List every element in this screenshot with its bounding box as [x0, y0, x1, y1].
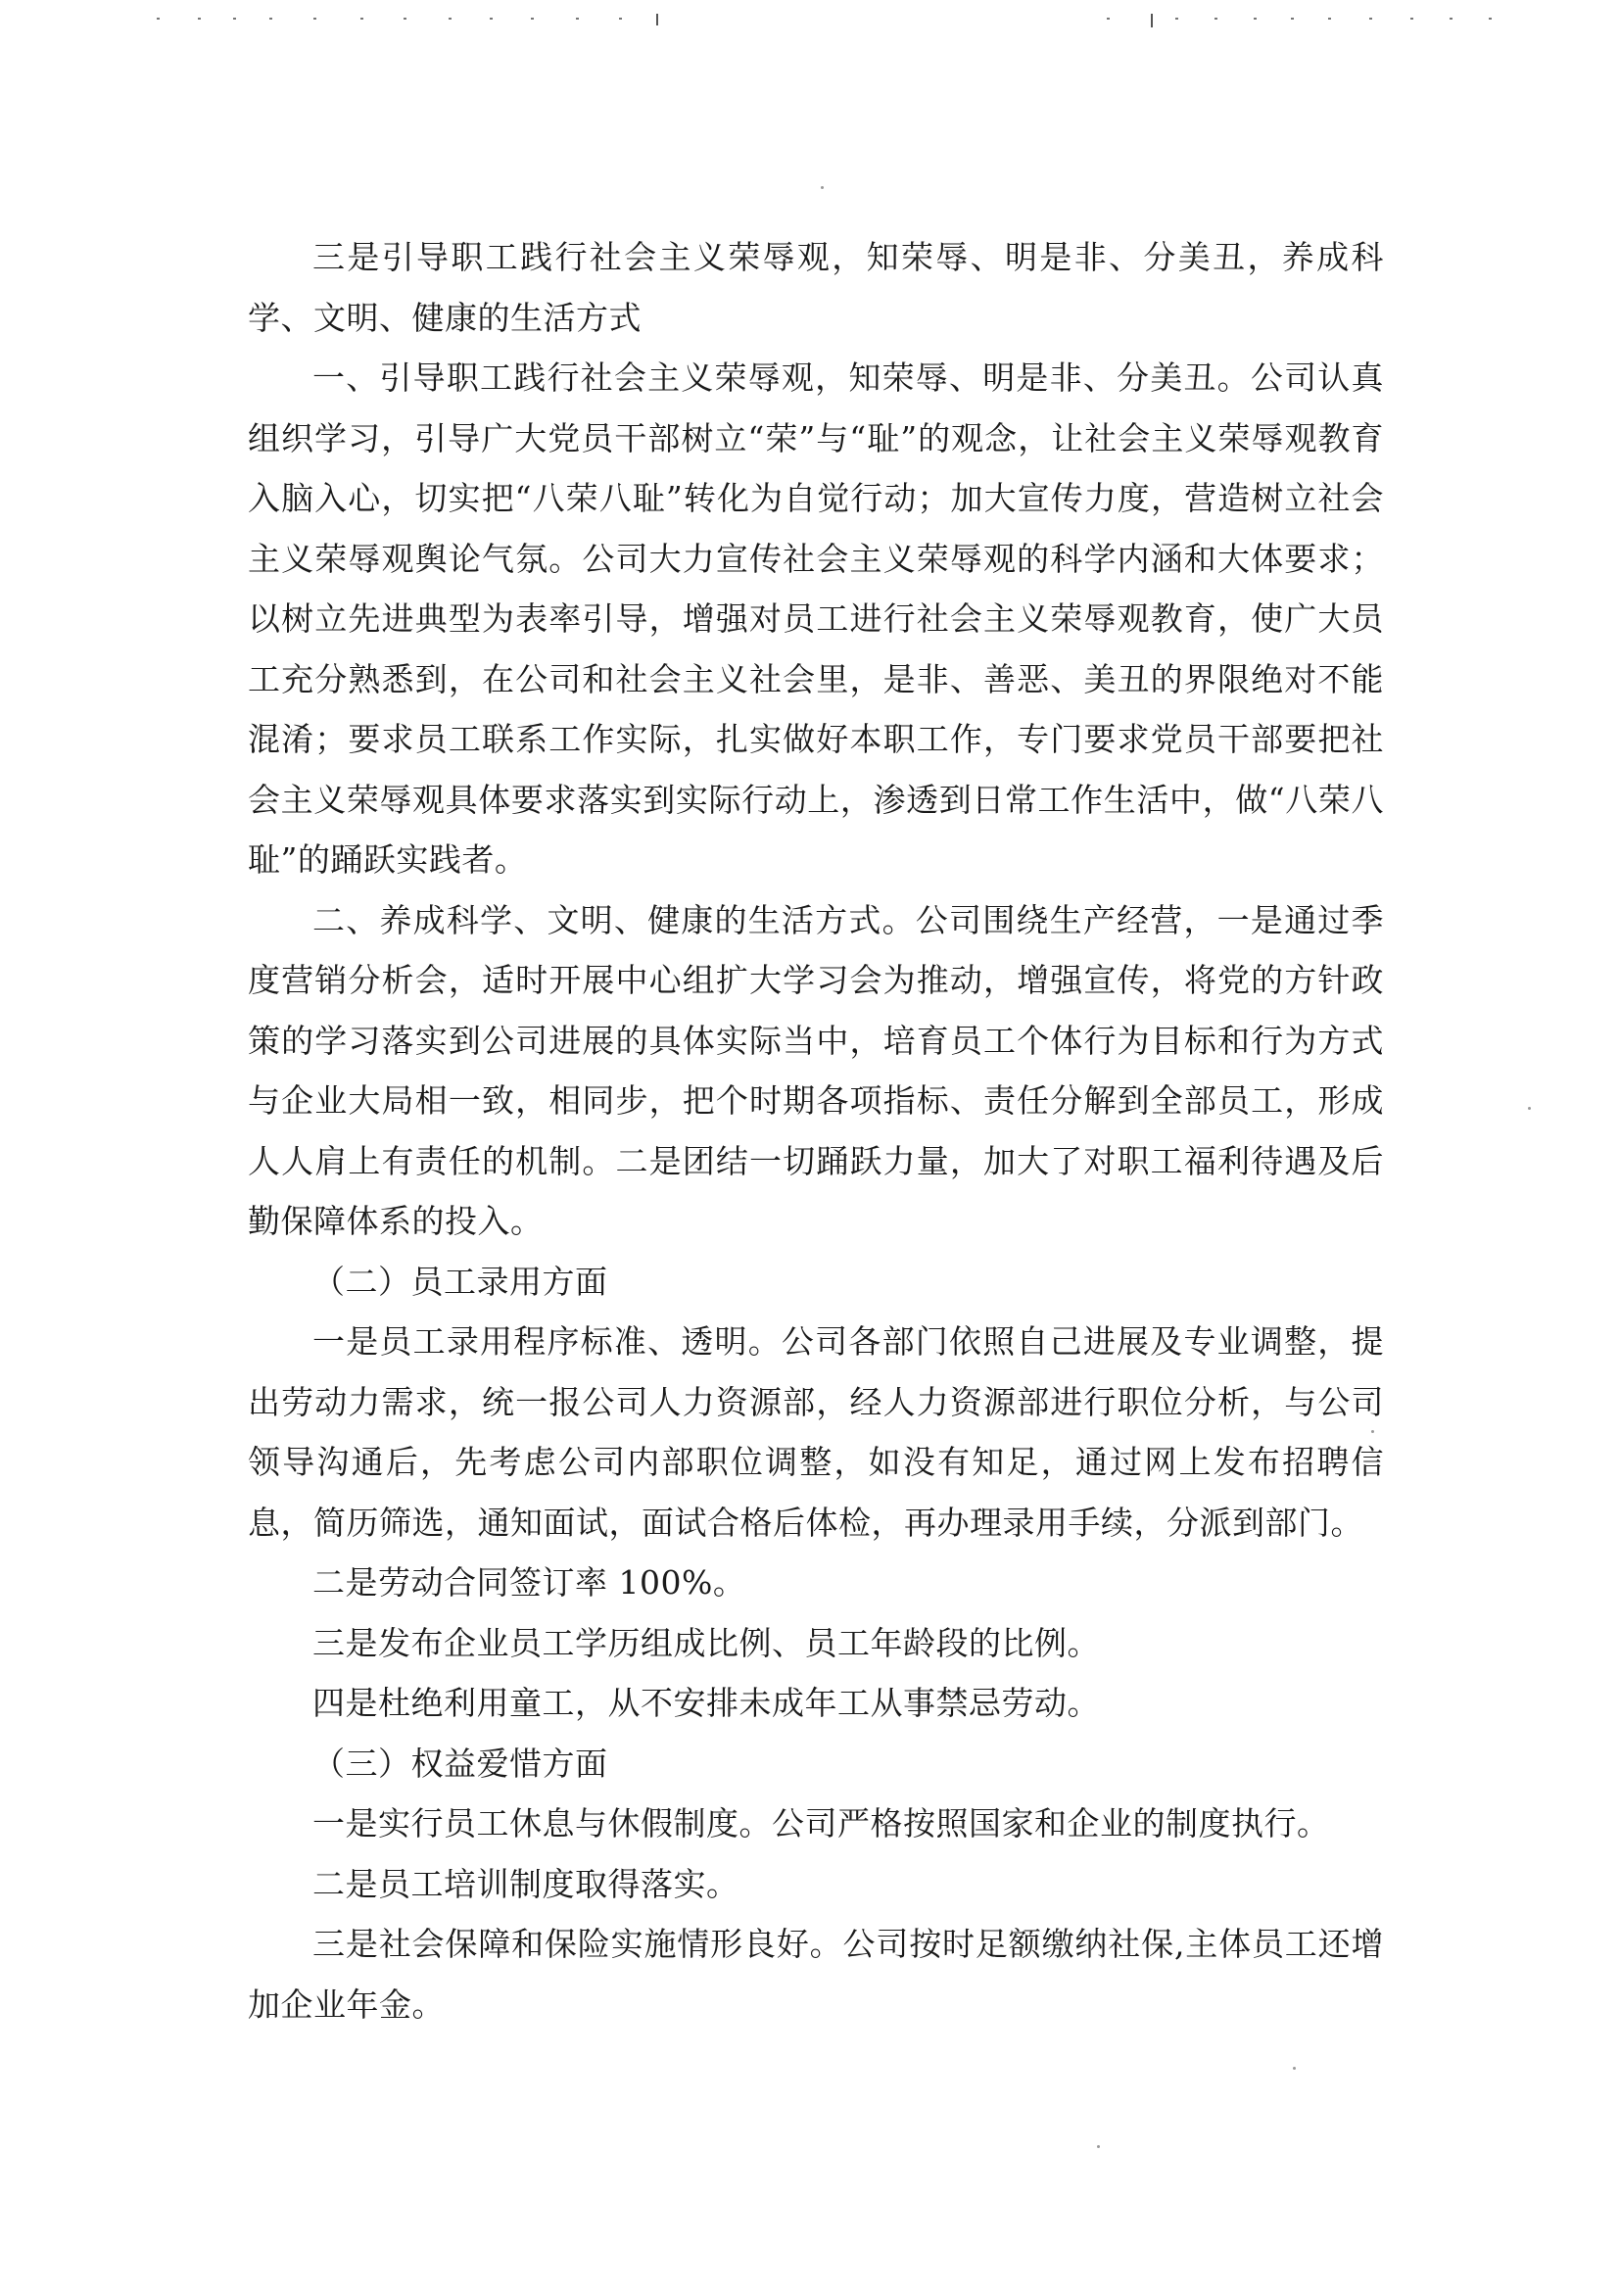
scan-artifact-top [137, 14, 1508, 25]
paragraph-training: 二是员工培训制度取得落实。 [312, 1864, 739, 1903]
paragraph-social-insurance: 三是社会保障和保险实施情形良好。公司按时足额缴纳社保,主体员工还增加企业年金。 [248, 1925, 1384, 2024]
scan-speck [821, 186, 824, 189]
paragraph-section-one: 一、引导职工践行社会主义荣辱观，知荣辱、明是非、分美丑。公司认真组织学习，引导广大党员干部树立“荣”与“耻”的观念，让社会主义荣辱观教育入脑入心，切实把“八荣八耻”转化为自觉行动；加大宣传力度，营造树立社会主义荣辱观舆论气氛。公司大力宣传社会主义荣辱观的科学内涵和大体要求；以树立先进典型为表率引导，增强对员工进行社会主义荣辱观教育，使广大员工充分熟悉到，在公司和社会主义社会里，是非、善恶、美丑的界限绝对不能混淆；要求员工联系工作实际，扎实做好本职工作，专门要求党员干部要把社会主义荣辱观具体要求落实到实际行动上，渗透到日常工作生活中，做“八荣八耻”的踊跃实践者。 [248, 359, 1384, 879]
paragraph-hiring-process: 一是员工录用程序标准、透明。公司各部门依照自己进展及专业调整，提出劳动力需求，统一报公司人力资源部，经人力资源部进行职位分析，与公司领导沟通后，先考虑公司内部职位调整，如没有知足，通过网上发布招聘信息，简历筛选，通知面试，面试合格后体检，再办理录用手续，分派到部门。 [248, 1322, 1384, 1542]
scan-speck [1528, 1107, 1531, 1110]
paragraph-education-ratio: 三是发布企业员工学历组成比例、员工年龄段的比例。 [312, 1623, 1100, 1662]
heading-employee-hiring: （二）员工录用方面 [312, 1262, 608, 1301]
paragraph-contract-rate: 二是劳动合同签订率 100%。 [312, 1563, 746, 1602]
paragraph-child-labor: 四是杜绝利用童工，从不安排未成年工从事禁忌劳动。 [312, 1684, 1100, 1722]
document-body [248, 227, 1384, 2034]
paragraph-rest-leave: 一是实行员工休息与休假制度。公司严格按照国家和企业的制度执行。 [312, 1804, 1330, 1842]
heading-rights-protection: （三）权益爱惜方面 [312, 1744, 608, 1783]
paragraph-section-two: 二、养成科学、文明、健康的生活方式。公司围绕生产经营，一是通过季度营销分析会，适时开展中心组扩大学习会为推动，增强宣传，将党的方针政策的学习落实到公司进展的具体实际当中，培育员工个体行为目标和行为方式与企业大局相一致，相同步，把个时期各项指标、责任分解到全部员工，形成人人肩上有责任的机制。二是团结一切踊跃力量，加大了对职工福利待遇及后勤保障体系的投入。 [248, 900, 1384, 1240]
scan-speck [1293, 2067, 1296, 2070]
paragraph-intro: 三是引导职工践行社会主义荣辱观，知荣辱、明是非、分美丑，养成科学、文明、健康的生活方式 [248, 238, 1384, 337]
scan-speck [1097, 2145, 1100, 2148]
